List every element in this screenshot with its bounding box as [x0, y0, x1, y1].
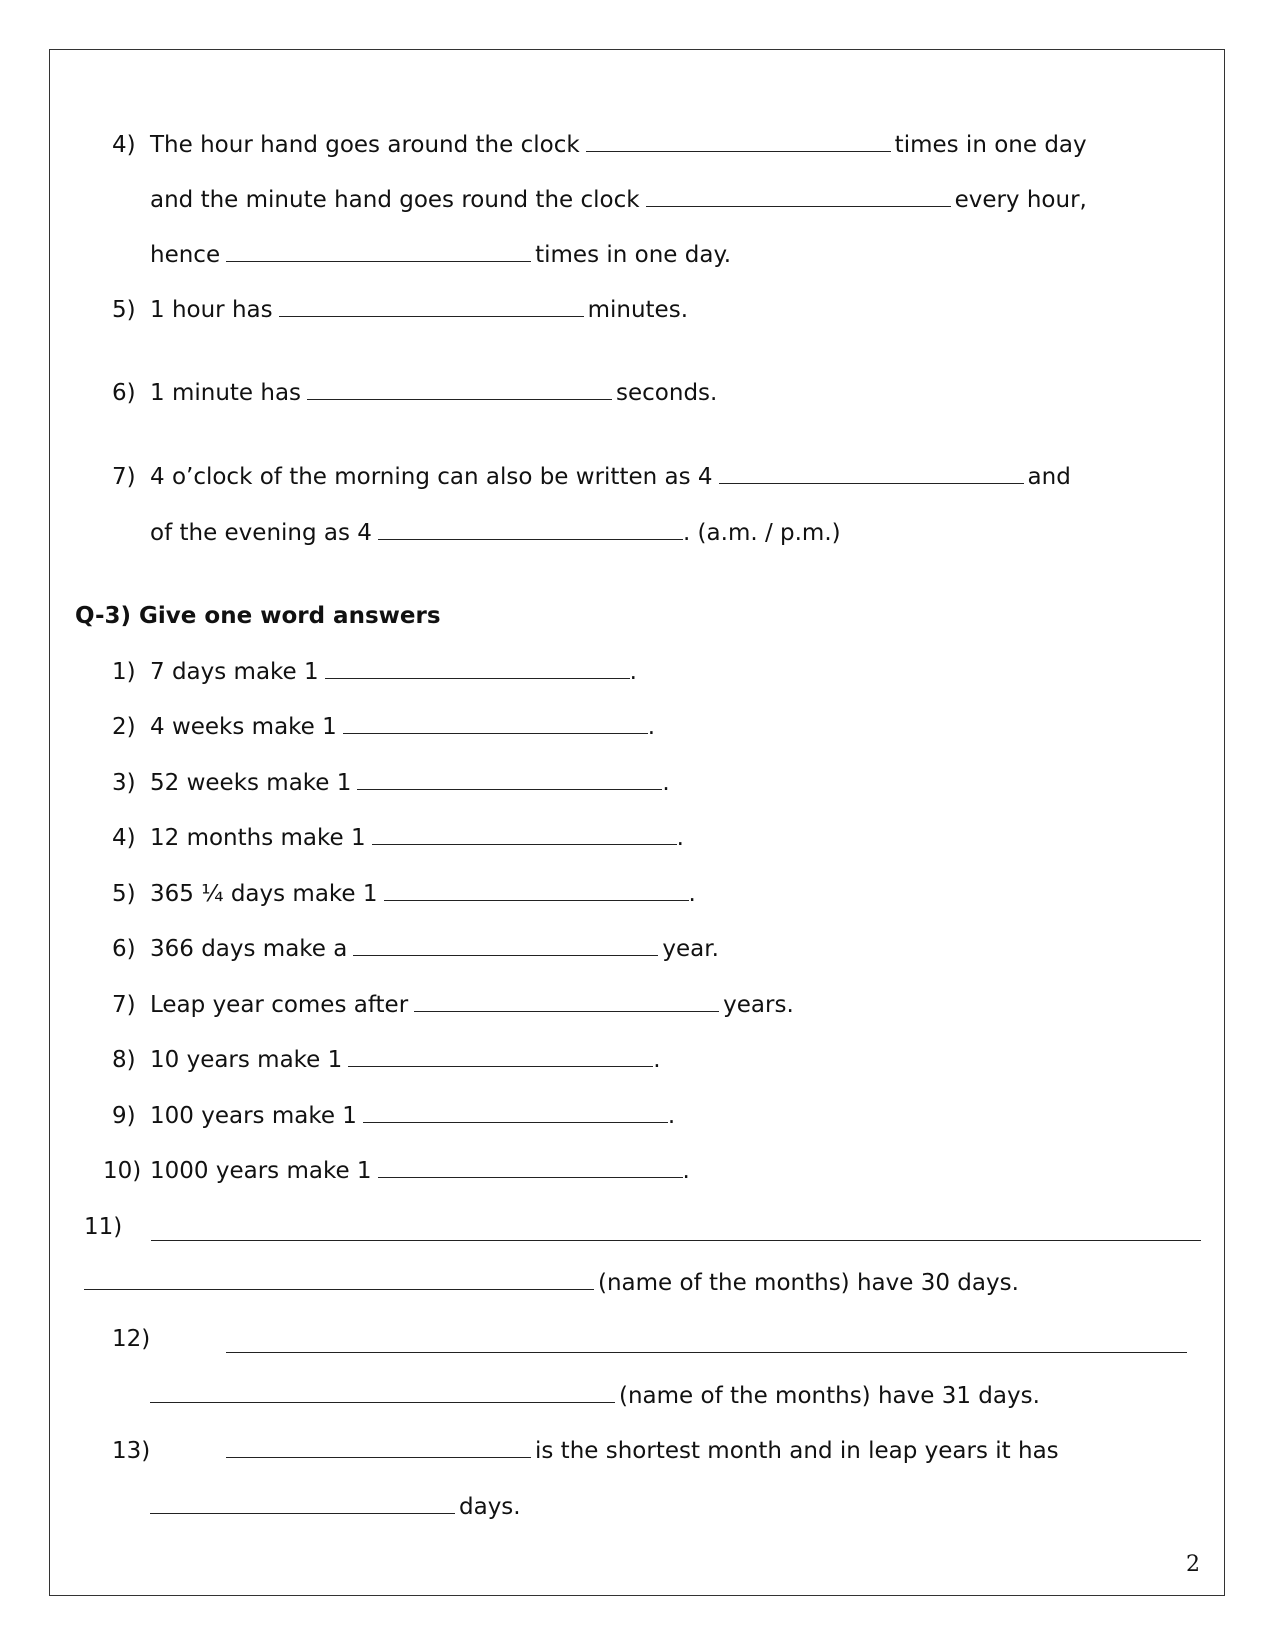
question-line [150, 1156, 690, 1186]
question-text: The hour hand goes around the clock [150, 132, 580, 158]
answer-blank[interactable] [150, 1382, 615, 1403]
question-text: . [667, 1103, 676, 1129]
question-text: 100 years make 1 [150, 1103, 357, 1129]
question-text: year. [662, 936, 719, 962]
answer-blank[interactable] [353, 935, 658, 956]
answer-blank[interactable] [325, 658, 630, 679]
question-line [150, 130, 1087, 160]
question-line [220, 1436, 1059, 1466]
question-text: years. [723, 992, 794, 1018]
question-text: (name of the months) have 31 days. [619, 1383, 1040, 1409]
answer-blank[interactable] [226, 1437, 531, 1458]
question-line [150, 240, 731, 270]
question-line [150, 712, 655, 742]
question-text: (name of the months) have 30 days. [598, 1270, 1019, 1296]
answer-blank[interactable] [378, 1157, 683, 1178]
page-number: 2 [1186, 1552, 1200, 1577]
answer-blank[interactable] [150, 1493, 455, 1514]
answer-blank[interactable] [279, 296, 584, 317]
answer-blank[interactable] [357, 769, 662, 790]
answer-blank[interactable] [414, 991, 719, 1012]
question-line [150, 934, 719, 964]
question-line [150, 295, 688, 325]
question-line [150, 657, 637, 687]
item-number: 4) [112, 132, 136, 158]
question-text: 366 days make a [150, 936, 348, 962]
question-text: . [688, 881, 696, 907]
item-number: 5) [112, 297, 136, 323]
question-text: seconds. [616, 380, 718, 406]
question-text: 4 weeks make 1 [150, 714, 337, 740]
answer-blank[interactable] [226, 241, 531, 262]
section-heading: Q-3) Give one word answers [75, 603, 441, 629]
question-text: hence [150, 242, 221, 268]
question-text: every hour, [954, 187, 1087, 213]
question-text: . [676, 825, 684, 851]
item-number: 5) [112, 881, 136, 907]
question-line [150, 1381, 1040, 1411]
question-text: and the minute hand goes round the clock [150, 187, 640, 213]
question-text: 7 days make 1 [150, 659, 319, 685]
question-line [150, 823, 684, 853]
question-line [150, 462, 1071, 492]
question-text: 52 weeks make 1 [150, 770, 352, 796]
answer-blank[interactable] [84, 1269, 594, 1290]
question-text: . [647, 714, 656, 740]
question-line [150, 185, 1087, 215]
answer-blank[interactable] [363, 1102, 668, 1123]
answer-blank[interactable] [719, 463, 1024, 484]
answer-blank[interactable] [646, 186, 951, 207]
item-number: 7) [112, 464, 136, 490]
item-number: 8) [112, 1047, 136, 1073]
question-text: is the shortest month and in leap years it has [535, 1438, 1059, 1464]
answer-blank[interactable] [586, 131, 891, 152]
question-text: days. [459, 1494, 521, 1520]
question-line [150, 990, 794, 1020]
question-line [150, 879, 696, 909]
answer-blank[interactable] [343, 713, 648, 734]
question-text: 1000 years make 1 [150, 1158, 372, 1184]
question-text: Leap year comes after [150, 992, 409, 1018]
question-text: 1 minute has [150, 380, 302, 406]
question-line [84, 1268, 1019, 1298]
question-text: 365 ¼ days make 1 [150, 881, 378, 907]
question-text: . [662, 770, 670, 796]
question-line [150, 518, 841, 548]
item-number: 2) [112, 714, 136, 740]
item-number: 1) [112, 659, 136, 685]
item-number: 6) [112, 380, 136, 406]
item-number: 4) [112, 825, 136, 851]
item-number: 3) [112, 770, 136, 796]
item-number: 12) [112, 1326, 151, 1352]
question-line [150, 1492, 521, 1522]
question-text: and [1027, 464, 1071, 490]
item-number: 9) [112, 1103, 136, 1129]
answer-blank[interactable] [384, 880, 689, 901]
question-text: times in one day [894, 132, 1087, 158]
item-number: 7) [112, 992, 136, 1018]
answer-blank[interactable] [378, 519, 683, 540]
question-text: . (a.m. / p.m.) [682, 520, 841, 546]
question-line [150, 768, 670, 798]
item-number: 13) [112, 1438, 151, 1464]
question-text: 1 hour has [150, 297, 273, 323]
question-text: of the evening as 4 [150, 520, 372, 546]
question-text: 10 years make 1 [150, 1047, 343, 1073]
question-line [150, 378, 717, 408]
question-text: . [629, 659, 637, 685]
question-text: minutes. [587, 297, 689, 323]
question-text: times in one day. [535, 242, 732, 268]
question-text: 12 months make 1 [150, 825, 366, 851]
item-number: 11) [84, 1214, 123, 1240]
question-line [150, 1045, 661, 1075]
answer-blank[interactable] [307, 379, 612, 400]
question-text: . [682, 1158, 690, 1184]
answer-blank[interactable] [226, 1352, 1187, 1353]
item-number: 6) [112, 936, 136, 962]
answer-blank[interactable] [372, 824, 677, 845]
answer-blank[interactable] [348, 1046, 653, 1067]
answer-blank[interactable] [151, 1240, 1201, 1241]
question-text: 4 o’clock of the morning can also be written as 4 [150, 464, 713, 490]
question-line [150, 1101, 675, 1131]
item-number: 10) [103, 1158, 142, 1184]
question-text: . [653, 1047, 661, 1073]
